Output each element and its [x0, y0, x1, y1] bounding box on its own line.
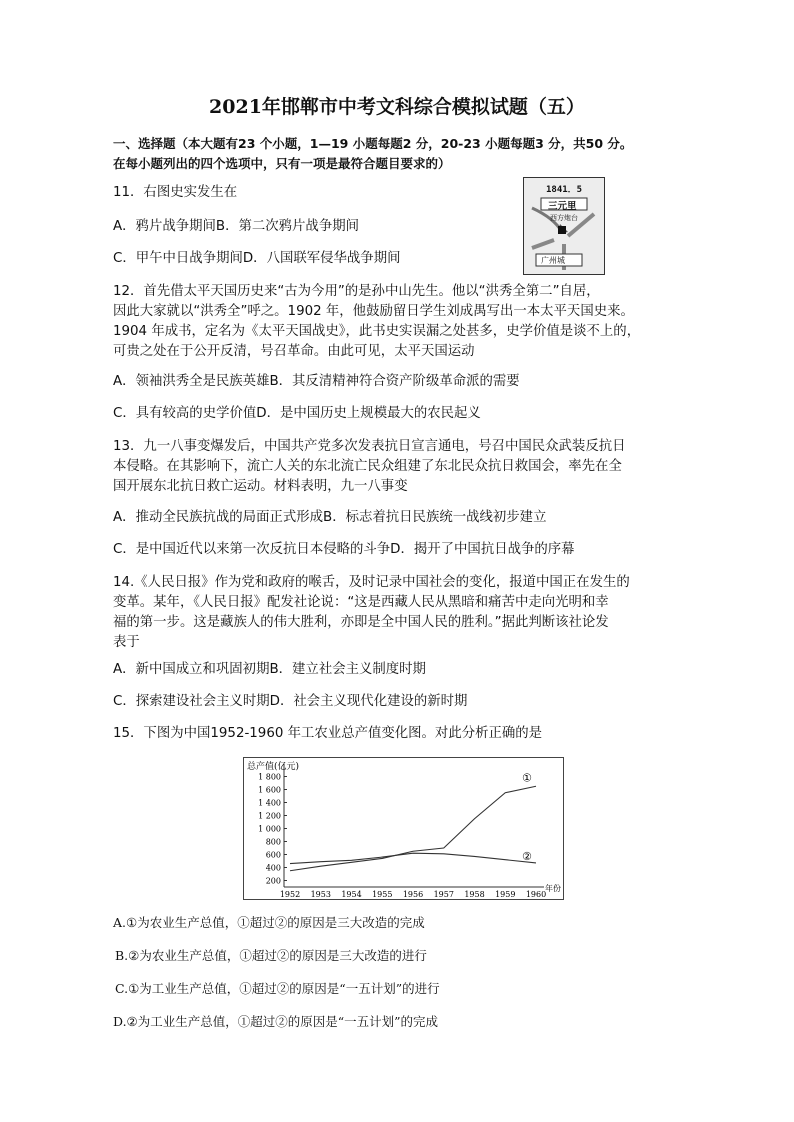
- x-tick-label: 1956: [402, 890, 424, 899]
- q14-stem-line1: 14.《人民日报》作为党和政府的喉舌，及时记录中国社会的变化，报道中国正在发生的: [113, 575, 630, 590]
- x-tick-label: 1954: [341, 890, 362, 899]
- q13-stem-line1: 13．九一八事变爆发后，中国共产党多次发表抗日宣言通电，号召中国民众武装反抗日: [113, 439, 626, 454]
- q14-stem-line3: 福的第一步。这是藏族人的伟大胜利，亦即是全中国人民的胜利。”据此判断该社论发: [113, 615, 609, 630]
- x-tick-label: 1957: [433, 890, 454, 899]
- q13-options-ab: A．推动全民族抗战的局面正式形成B．标志着抗日民族统一战线初步建立: [113, 510, 547, 525]
- map-place-sanyuanli: 三元里: [548, 201, 577, 212]
- x-tick-label: 1959: [495, 890, 516, 899]
- q12-options-ab: A．领袖洪秀全是民族英雄B．其反清精神符合资产阶级革命派的需要: [113, 374, 520, 389]
- series-label-2: ②: [522, 849, 532, 863]
- y-tick-label: 200: [265, 876, 281, 886]
- q11-options-cd: C．甲午中日战争期间D．八国联军侵华战争期间: [113, 251, 401, 266]
- q12-stem-line3: 1904 年成书，定名为《太平天国战史》，此书史实误漏之处甚多，史学价值是谈不上的，: [113, 324, 641, 339]
- y-tick-label: 600: [265, 850, 281, 860]
- chart-svg: [244, 758, 563, 899]
- q15-option-a: A.①为农业生产总值，①超过②的原因是三大改造的完成: [113, 915, 425, 930]
- y-axis-label: 总产值(亿元): [247, 762, 300, 772]
- q14-options-cd: C．探索建设社会主义时期D．社会主义现代化建设的新时期: [113, 694, 468, 709]
- x-tick-label: 1955: [372, 890, 393, 899]
- map-date-label: 1841．5: [546, 185, 583, 195]
- map-place-guangzhou: 广州城: [541, 256, 565, 265]
- output-value-chart: [243, 757, 564, 900]
- q12-stem-line4: 可贵之处在于公开反清，号召革命。由此可见，太平天国运动: [113, 344, 475, 359]
- map-place-fort: 西方炮台: [550, 214, 578, 222]
- q12-stem-line2: 因此大家就以“洪秀全”呼之。1902 年，他鼓励留日学生刘成禺写出一本太平天国史来。: [113, 304, 634, 319]
- q14-options-ab: A．新中国成立和巩固初期B．建立社会主义制度时期: [113, 662, 426, 677]
- q15-option-c: C.①为工业生产总值，①超过②的原因是“一五计划”的进行: [115, 981, 440, 996]
- q14-stem-line4: 表于: [113, 635, 140, 650]
- y-tick-label: 1 400: [258, 798, 281, 808]
- q11-stem: 11．右图史实发生在: [113, 185, 238, 200]
- y-tick-label: 1 200: [258, 811, 281, 821]
- series-label-1: ①: [522, 771, 532, 785]
- y-tick-label: 1 800: [258, 772, 281, 782]
- q12-options-cd: C．具有较高的史学价值D．是中国历史上规模最大的农民起义: [113, 406, 481, 421]
- page-title: 2021年邯郸市中考文科综合模拟试题（五）: [209, 96, 585, 118]
- section-heading-line1: 一、选择题（本大题有23 个小题，1—19 小题每题2 分，20-23 小题每题3 分，共50 分。: [113, 136, 633, 151]
- section-heading-line2: 在每小题列出的四个选项中，只有一项是最符合题目要求的）: [113, 156, 451, 171]
- q13-options-cd: C．是中国近代以来第一次反抗日本侵略的斗争D．揭开了中国抗日战争的序幕: [113, 542, 575, 557]
- y-tick-label: 800: [265, 837, 281, 847]
- y-tick-label: 1 000: [258, 824, 281, 834]
- q12-stem-line1: 12．首先借太平天国历史来“古为今用”的是孙中山先生。他以“洪秀全第二”自居，: [113, 284, 600, 299]
- q15-option-d: D.②为工业生产总值，①超过②的原因是“一五计划”的完成: [113, 1014, 439, 1029]
- x-tick-label: 1952: [279, 890, 301, 899]
- q15-option-b: B.②为农业生产总值，①超过②的原因是三大改造的进行: [115, 948, 427, 963]
- series-line-2: [290, 853, 536, 863]
- y-tick-label: 400: [265, 863, 281, 873]
- q13-stem-line2: 本侵略。在其影响下，流亡人关的东北流亡民众组建了东北民众抗日救国会，率先在全: [113, 459, 622, 474]
- x-axis-label: 年份: [545, 884, 561, 893]
- x-tick-label: 1958: [464, 890, 485, 899]
- q13-stem-line3: 国开展东北抗日救亡运动。材料表明，九一八事变: [113, 479, 408, 494]
- y-tick-label: 1 600: [258, 785, 281, 795]
- series-line-1: [290, 786, 536, 871]
- x-tick-label: 1953: [310, 890, 331, 899]
- q14-stem-line2: 变革。某年，《人民日报》配发社论说：“这是西藏人民从黑暗和痛苦中走向光明和幸: [113, 595, 609, 610]
- x-tick-label: 1960: [525, 890, 547, 899]
- q15-stem: 15．下图为中国1952-1960 年工农业总产值变化图。对此分析正确的是: [113, 726, 543, 741]
- sanyuanli-map: [523, 177, 605, 275]
- q11-options-ab: A．鸦片战争期间B．第二次鸦片战争期间: [113, 219, 359, 234]
